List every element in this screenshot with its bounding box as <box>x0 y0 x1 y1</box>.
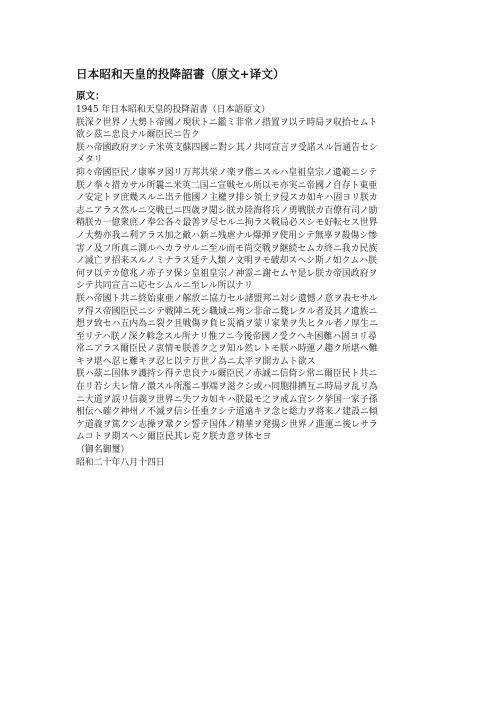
body-line: ムコトヲ期スヘシ爾臣民其レ克ク朕カ意ヲ体セヨ <box>76 432 272 443</box>
body-line: 昭和二十年八月十四日 <box>76 457 165 468</box>
body-line: 朕ハ帝國政府ヲシテ米英支蘇四國ニ對シ其ノ共同宣言ヲ受諾スル旨通告セシ <box>76 142 378 153</box>
body-line: 何ヲ以テカ億兆ノ赤子ヲ保シ皇祖皇宗ノ神霊ニ謝セムヤ是レ朕カ帝国政府ヲ <box>76 268 378 279</box>
body-line: 抑々帝國臣民ノ康寧ヲ図リ万邦共栄ノ楽ヲ偕ニスルハ皇祖皇宗ノ遺範ニシテ <box>76 167 378 178</box>
body-line: 精朕カ一億衆庶ノ奉公各々最善ヲ尽セルニ拘ラス戦局必スシモ好転セス世界 <box>76 218 378 229</box>
body-line: 朕ハ茲ニ国体ヲ護持シ得テ忠良ナル爾臣民ノ赤誠ニ信倚シ常ニ爾臣民ト共ニ <box>76 369 378 380</box>
body-line: 朕ノ拳々措カサル所曩ニ米英二国ニ宣戦セル所以モ亦実ニ帝國ノ自存ト東亜 <box>76 180 378 191</box>
body-line: 朕ハ帝國ト共ニ終始東亜ノ解放ニ協力セル諸盟邦ニ対シ遺憾ノ意ヲ表セサル <box>76 293 378 304</box>
section-label-original: 原文： <box>76 91 105 102</box>
body-line: ノ大勢亦我ニ利アラス加之敵ハ新ニ残虐ナル爆弾ヲ使用シテ無辜ヲ殺傷シ惨 <box>76 230 378 241</box>
body-line: 相伝ヘ確ク神州ノ不滅ヲ信シ任重クシテ道遠キヲ念ヒ総力ヲ将来ノ建設ニ傾 <box>76 407 378 418</box>
body-line: 想ヲ致セハ五内為ニ裂ク且戦傷ヲ負ヒ災禍ヲ蒙リ家業ヲ失ヒタル者ノ厚生ニ <box>76 319 378 330</box>
body-line: キヲ堪ヘ忍ヒ難キヲ忍ヒ以テ万世ノ為ニ太平ヲ開カムト欲ス <box>76 356 316 367</box>
body-line: 朕深ク世界ノ大勢ト帝國ノ現状トニ鑑ミ非常ノ措置ヲ以テ時局ヲ収拾セムト <box>76 117 378 128</box>
body-line: 志ニアラス然ルニ交戦已ニ四歳ヲ閲シ朕カ陸海将兵ノ勇戦朕カ百僚有司ノ励 <box>76 205 378 216</box>
body-line: 1945 年日本昭和天皇的投降詔書（日本語原文） <box>76 105 271 115</box>
body-line: ケ道義ヲ篤クシ志操ヲ鞏クシ誓テ国体ノ精華ヲ発揚シ世界ノ進運ニ後レサラ <box>76 419 378 430</box>
body-line: 欲シ茲ニ忠良ナル爾臣民ニ告ク <box>76 130 200 141</box>
body-line: 害ノ及フ所真ニ測ルヘカラサルニ至ル而モ尚交戦ヲ継続セムカ終ニ我カ民族 <box>76 243 378 254</box>
body-line: ヲ得ス帝國臣民ニシテ戦陣ニ死シ職域ニ殉シ非命ニ斃レタル者及其ノ遺族ニ <box>76 306 378 317</box>
body-line: 至リテハ朕ノ深ク軫念スル所ナリ惟フニ今後帝國ノ受クヘキ困難ハ固ヨリ尋 <box>76 331 377 342</box>
body-line: 在リ若シ夫レ情ノ激スル所濫ニ事端ヲ滋クシ或ハ同胞排擠互ニ時局ヲ乱リ為 <box>76 382 378 393</box>
body-line: メタリ <box>76 155 103 166</box>
body-line: ニ大道ヲ誤リ信義ヲ世界ニ失フカ如キハ朕最モ之ヲ戒ム宜シク挙国一家子孫 <box>76 394 378 405</box>
document-body <box>76 104 431 469</box>
body-line: ノ安定トヲ庶幾スルニ出テ他國ノ主權ヲ排シ領土ヲ侵スカ如キハ固ヨリ朕カ <box>76 193 378 204</box>
body-line: 常ニアラス爾臣民ノ衷情モ朕善ク之ヲ知ル然レトモ朕ハ時運ノ趨ク所堪ヘ難 <box>76 344 378 355</box>
body-line: （御名御璽） <box>76 445 130 456</box>
document-page <box>76 66 431 469</box>
document-title: 日本昭和天皇的投降詔書（原文+译文） <box>76 67 285 81</box>
body-line: シテ共同宣言ニ応セシムルニ至レル所以ナリ <box>76 281 253 292</box>
body-line: ノ滅亡ヲ招来スルノミナラス延テ人類ノ文明ヲモ破却スヘシ斯ノ如クムハ朕 <box>76 256 377 267</box>
